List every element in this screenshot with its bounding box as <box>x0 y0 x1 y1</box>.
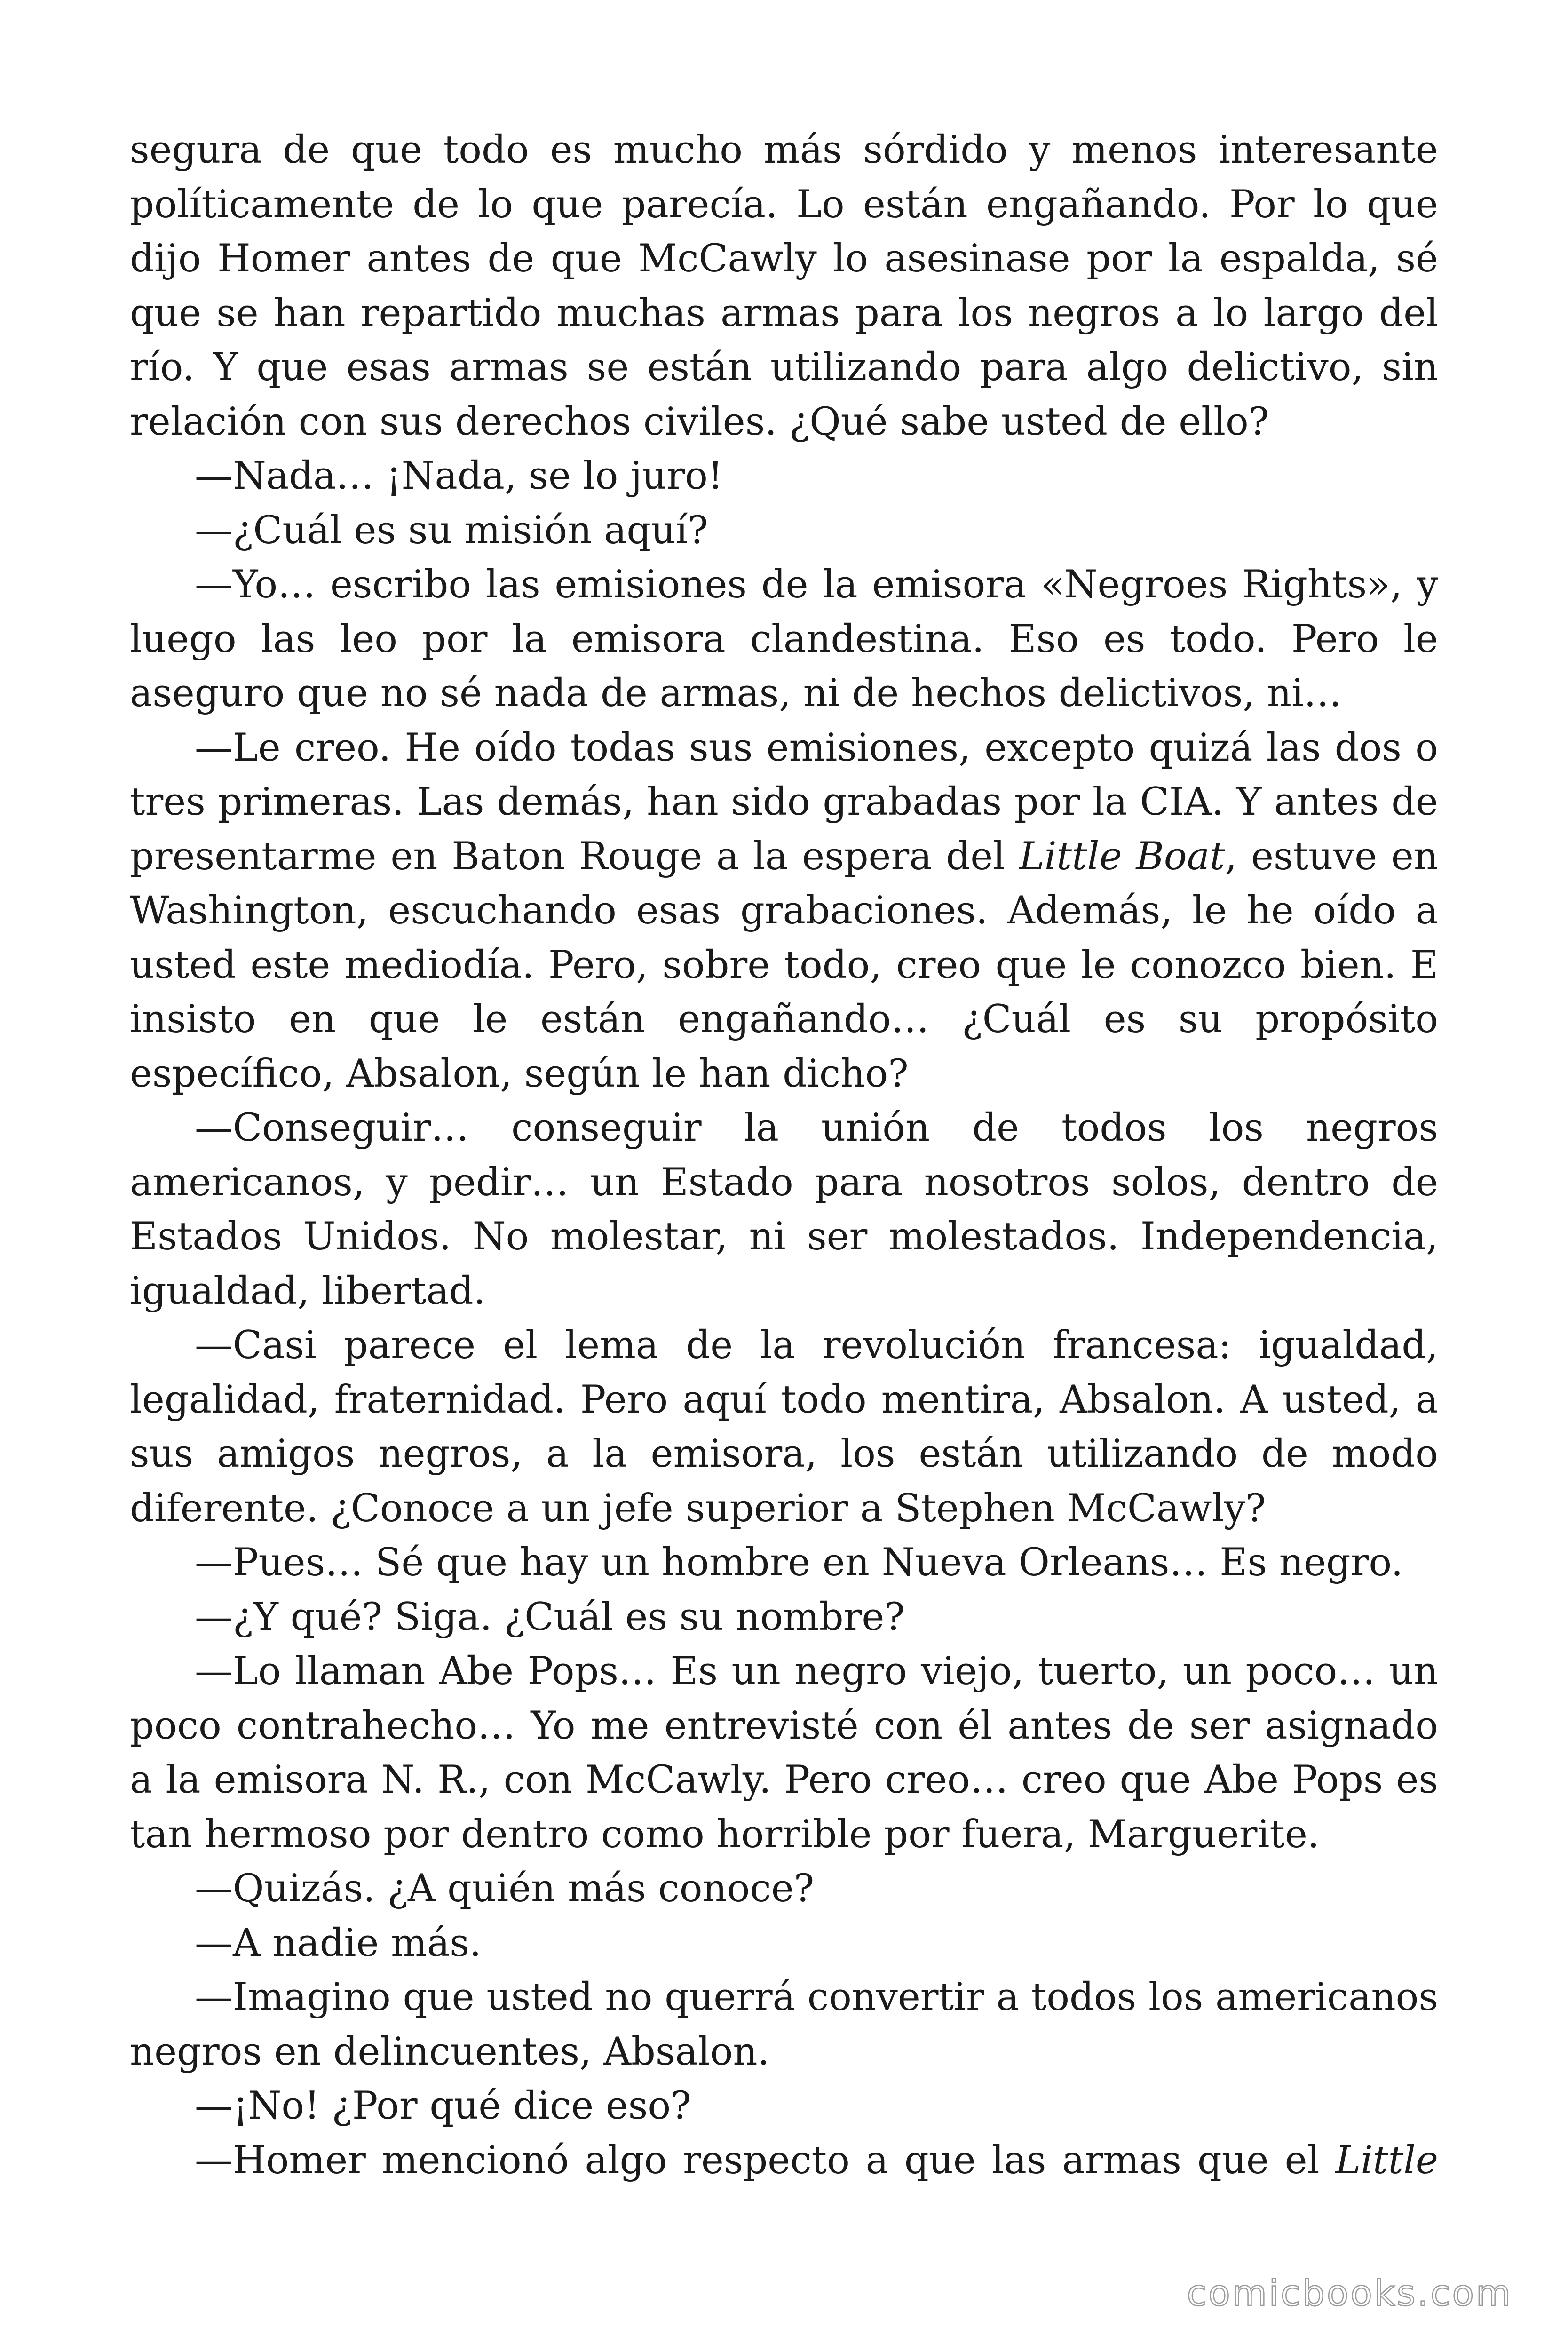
text-run: —Casi parece el lema de la revolución francesa: igualdad, legalidad, fraternidad. Pero aquí todo mentira, Absalon. A usted, a sus amigos negros, a la emisora, los están utilizando de modo diferente. ¿Conoce a un jefe superior a Stephen McCawly? <box>130 1323 1438 1531</box>
text-run: —Yo… escribo las emisiones de la emisora «Negroes Rights», y luego las leo por la emisora clandestina. Eso es todo. Pero le aseguro que no sé nada de armas, ni de hechos delictivos, ni… <box>130 563 1438 715</box>
italic-text: Little Boat <box>1019 834 1225 879</box>
paragraph <box>130 123 1438 449</box>
italic-text: Little <box>1335 2138 1438 2183</box>
paragraph <box>130 1645 1438 1862</box>
text-run: —¡No! ¿Por qué dice eso? <box>195 2084 691 2128</box>
text-run: —Pues… Sé que hay un hombre en Nueva Orleans… Es negro. <box>195 1541 1403 1585</box>
paragraph <box>130 1590 1438 1645</box>
text-column <box>130 123 1438 2188</box>
text-run: —Homer mencionó algo respecto a que las armas que el <box>195 2138 1336 2183</box>
paragraph <box>130 2134 1438 2188</box>
text-run: —Le creo. He oído todas sus emisiones, excepto quizá las dos o tres primeras. Las demás, han sido grabadas por la CIA. Y antes de presentarme en Baton Rouge a la espera del <box>130 725 1438 879</box>
text-run: —Imagino que usted no querrá convertir a todos los americanos negros en delincuentes, Absalon. <box>130 1975 1438 2074</box>
paragraph <box>130 558 1438 721</box>
paragraph <box>130 1862 1438 1916</box>
paragraph <box>130 504 1438 558</box>
paragraph <box>130 1971 1438 2079</box>
text-run: —Conseguir… conseguir la unión de todos los negros americanos, y pedir… un Estado para nosotros solos, dentro de Estados Unidos. No molestar, ni ser molestados. Independencia, igualdad, libertad. <box>130 1106 1438 1313</box>
text-run: —¿Y qué? Siga. ¿Cuál es su nombre? <box>195 1595 905 1639</box>
text-run: —¿Cuál es su misión aquí? <box>195 508 708 553</box>
text-run: —A nadie más. <box>195 1921 482 1965</box>
watermark: comicbooks.com <box>1187 2272 1513 2314</box>
paragraph <box>130 721 1438 1102</box>
paragraph <box>130 2079 1438 2134</box>
paragraph <box>130 1536 1438 1590</box>
paragraph <box>130 449 1438 504</box>
text-run: segura de que todo es mucho más sórdido y menos interesante políticamente de lo que parecía. Lo están engañando. Por lo que dijo Homer antes de que McCawly lo asesinase por la espalda, sé que se han repartido muchas armas para los negros a lo largo del río. Y que esas armas se están utilizando para algo delictivo, sin relación con sus derechos civiles. ¿Qué sabe usted de ello? <box>130 128 1438 444</box>
paragraph <box>130 1101 1438 1319</box>
paragraph <box>130 1319 1438 1536</box>
text-run: —Nada… ¡Nada, se lo juro! <box>195 454 723 498</box>
text-run: , estuve en Washington, escuchando esas grabaciones. Además, le he oído a usted este mediodía. Pero, sobre todo, creo que le conozco bien. E insisto en que le están engañando… ¿Cuál es su propósito específico, Absalon, según le han dicho? <box>130 834 1438 1096</box>
paragraph <box>130 1916 1438 1971</box>
text-run: —Lo llaman Abe Pops… Es un negro viejo, tuerto, un poco… un poco contrahecho… Yo me entrevisté con él antes de ser asignado a la emisora N. R., con McCawly. Pero creo… creo que Abe Pops es tan hermoso por dentro como horrible por fuera, Marguerite. <box>130 1649 1438 1857</box>
text-run: —Quizás. ¿A quién más conoce? <box>195 1867 815 1911</box>
